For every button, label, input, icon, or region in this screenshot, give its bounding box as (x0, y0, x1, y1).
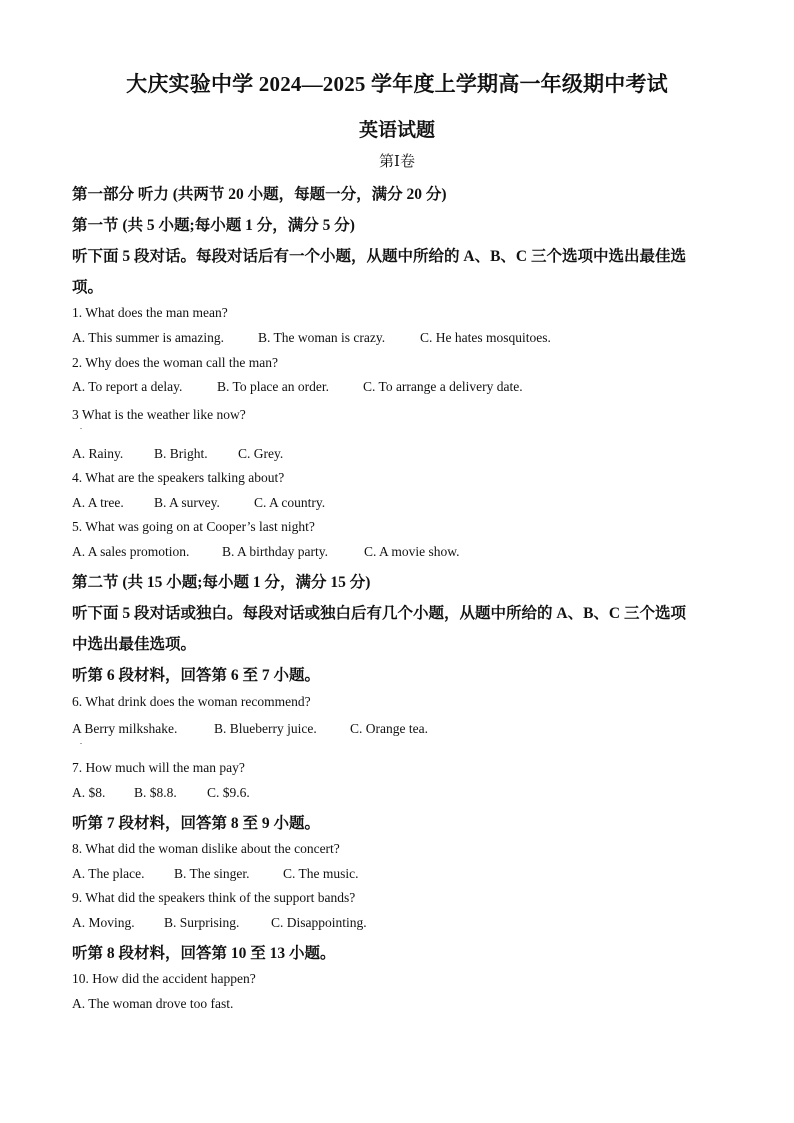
option-c[interactable]: C. Disappointing. (271, 915, 367, 930)
question-2-options (72, 379, 523, 395)
question-9-stem: 9. What did the speakers think of the support bands? (72, 890, 356, 905)
question-7-options (72, 785, 250, 801)
section2-heading: 第二节 (共 15 小题;每小题 1 分，满分 15 分) (72, 574, 371, 591)
option-a[interactable]: A. A sales promotion. (72, 544, 190, 559)
option-c[interactable]: C. Orange tea. (350, 721, 428, 736)
option-c[interactable]: C. Grey. (238, 446, 284, 461)
option-b[interactable]: B. The woman is crazy. (258, 330, 386, 345)
question-1-options (72, 330, 551, 346)
material-7-heading: 听第 7 段材料，回答第 8 至 9 小题。 (72, 815, 321, 832)
stray-dot: . (80, 422, 82, 431)
question-10-stem: 10. How did the accident happen? (72, 971, 256, 986)
exam-subtitle: 英语试题 (358, 120, 435, 141)
question-7-stem: 7. How much will the man pay? (72, 760, 245, 775)
question-4-stem: 4. What are the speakers talking about? (72, 470, 285, 485)
option-a[interactable]: A. To report a delay. (72, 379, 183, 394)
question-1-stem: 1. What does the man mean? (72, 305, 228, 320)
option-b[interactable]: B. A birthday party. (222, 544, 328, 559)
section1-heading: 第一节 (共 5 小题;每小题 1 分，满分 5 分) (72, 217, 355, 234)
option-a[interactable]: A. The woman drove too fast. (72, 996, 234, 1011)
section2-instructions-line1: 听下面 5 段对话或独白。每段对话或独白后有几个小题，从题中所给的 A、B、C 三个选项 (72, 605, 686, 622)
option-a[interactable]: A Berry milkshake. (72, 721, 178, 736)
question-8-stem: 8. What did the woman dislike about the concert? (72, 841, 340, 856)
option-b[interactable]: B. The singer. (174, 866, 250, 881)
option-b[interactable]: B. $8.8. (134, 785, 177, 800)
question-2-stem: 2. Why does the woman call the man? (72, 355, 278, 370)
section1-instructions-line1: 听下面 5 段对话。每段对话后有一个小题，从题中所给的 A、B、C 三个选项中选出最佳选 (72, 248, 686, 265)
option-c[interactable]: C. He hates mosquitoes. (420, 330, 551, 345)
exam-title: 大庆实验中学 2024—2025 学年度上学期高一年级期中考试 (126, 72, 668, 96)
question-4-options (72, 495, 325, 511)
option-a[interactable]: A. A tree. (72, 495, 124, 510)
part1-heading: 第一部分 听力 (共两节 20 小题，每题一分，满分 20 分) (72, 186, 447, 203)
question-10-options (72, 996, 233, 1012)
question-8-options (72, 866, 359, 882)
section2-instructions-line2: 中选出最佳选项。 (72, 636, 197, 653)
question-5-options (72, 544, 460, 560)
option-c[interactable]: C. The music. (283, 866, 359, 881)
material-6-heading: 听第 6 段材料，回答第 6 至 7 小题。 (72, 667, 321, 684)
material-8-heading: 听第 8 段材料，回答第 10 至 13 小题。 (72, 945, 336, 962)
option-c[interactable]: C. $9.6. (207, 785, 250, 800)
question-6-stem: 6. What drink does the woman recommend? (72, 694, 311, 709)
question-3-options (72, 446, 283, 462)
volume-label: 第Ⅰ卷 (379, 154, 415, 170)
question-9-options (72, 915, 367, 931)
option-a[interactable]: A. This summer is amazing. (72, 330, 224, 345)
option-a[interactable]: A. Moving. (72, 915, 135, 930)
section1-instructions-line2: 项。 (72, 279, 104, 296)
option-c[interactable]: C. A country. (254, 495, 326, 510)
option-b[interactable]: B. To place an order. (217, 379, 330, 394)
option-c[interactable]: C. A movie show. (364, 544, 460, 559)
option-b[interactable]: B. A survey. (154, 495, 220, 510)
option-a[interactable]: A. The place. (72, 866, 145, 881)
question-3-stem: 3 What is the weather like now? (72, 407, 246, 422)
option-a[interactable]: A. $8. (72, 785, 106, 800)
stray-dot: . (80, 737, 82, 746)
option-a[interactable]: A. Rainy. (72, 446, 124, 461)
option-b[interactable]: B. Blueberry juice. (214, 721, 317, 736)
question-5-stem: 5. What was going on at Cooper’s last night? (72, 519, 315, 534)
option-b[interactable]: B. Bright. (154, 446, 208, 461)
option-c[interactable]: C. To arrange a delivery date. (363, 379, 523, 394)
question-6-options (72, 721, 428, 737)
option-b[interactable]: B. Surprising. (164, 915, 240, 930)
